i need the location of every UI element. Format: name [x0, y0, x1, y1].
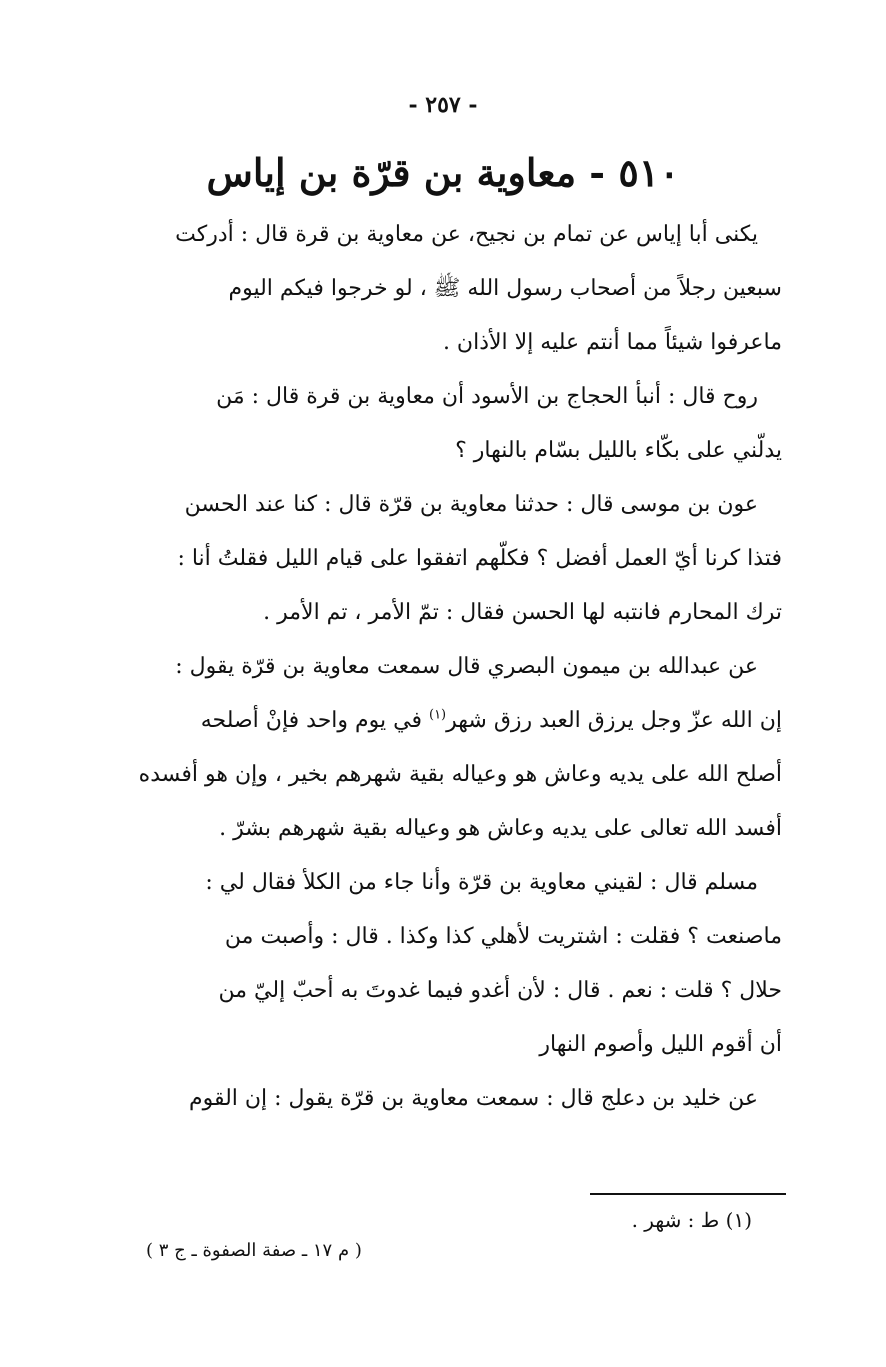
text-line-with-footnote	[132, 694, 782, 748]
text-line: روح قال : أنبأ الحجاج بن الأسود أن معاوية بن قرة قال : مَن	[216, 384, 758, 409]
text-line: سبعين رجلاً من أصحاب رسول الله ﷺ ، لو خرجوا فيكم اليوم	[228, 276, 782, 301]
body-text	[132, 208, 782, 1126]
text-segment: إن الله عزّ وجل يرزق العبد رزق شهر	[446, 708, 782, 733]
text-line: ماعرفوا شيئاً مما أنتم عليه إلا الأذان .	[442, 330, 782, 355]
text-line: فتذا كرنا أيّ العمل أفضل ؟ فكلّهم اتفقوا على قيام الليل فقلتُ أنا :	[177, 546, 782, 571]
text-line: عن عبدالله بن ميمون البصري قال سمعت معاوية بن قرّة يقول :	[175, 654, 758, 679]
text-line: يدلّني على بكّاء بالليل بسّام بالنهار ؟	[455, 438, 782, 463]
text-line: مسلم قال : لقيني معاوية بن قرّة وأنا جاء من الكلأ فقال لي :	[205, 870, 758, 895]
printer-signature: ( م ١٧ ـ صفة الصفوة ـ ج ٣ )	[146, 1240, 362, 1261]
footnote-marker: (١)	[428, 707, 447, 723]
footnote: (١) ط : شهر .	[631, 1208, 752, 1232]
text-line: أفسد الله تعالى على يديه وعاش هو وعياله بقية شهرهم بشرّ .	[219, 816, 782, 841]
text-segment: في يوم واحد فإنْ أصلحه	[200, 708, 429, 733]
text-line: أن أقوم الليل وأصوم النهار	[539, 1032, 782, 1057]
text-line: ترك المحارم فانتبه لها الحسن فقال : تمّ الأمر ، تم الأمر .	[263, 600, 782, 625]
entry-title: ٥١٠ - معاوية بن قرّة بن إياس	[206, 150, 680, 195]
text-line: ماصنعت ؟ فقلت : اشتريت لأهلي كذا وكذا . قال : وأصبت من	[224, 924, 782, 949]
text-line: عن خليد بن دعلج قال : سمعت معاوية بن قرّة يقول : إن القوم	[188, 1086, 758, 1111]
text-line: حلال ؟ قلت : نعم . قال : لأن أغدو فيما غدوتَ به أحبّ إليّ من	[218, 978, 782, 1003]
text-line: أصلح الله على يديه وعاش هو وعياله بقية شهرهم بخير ، وإن هو أفسده	[138, 762, 782, 787]
text-line: عون بن موسى قال : حدثنا معاوية بن قرّة قال : كنا عند الحسن	[184, 492, 758, 517]
text-line: يكنى أبا إياس عن تمام بن نجيح، عن معاوية بن قرة قال : أدركت	[175, 222, 758, 247]
footnote-divider	[590, 1193, 786, 1195]
page-number: - ٢٥٧ -	[408, 92, 478, 118]
